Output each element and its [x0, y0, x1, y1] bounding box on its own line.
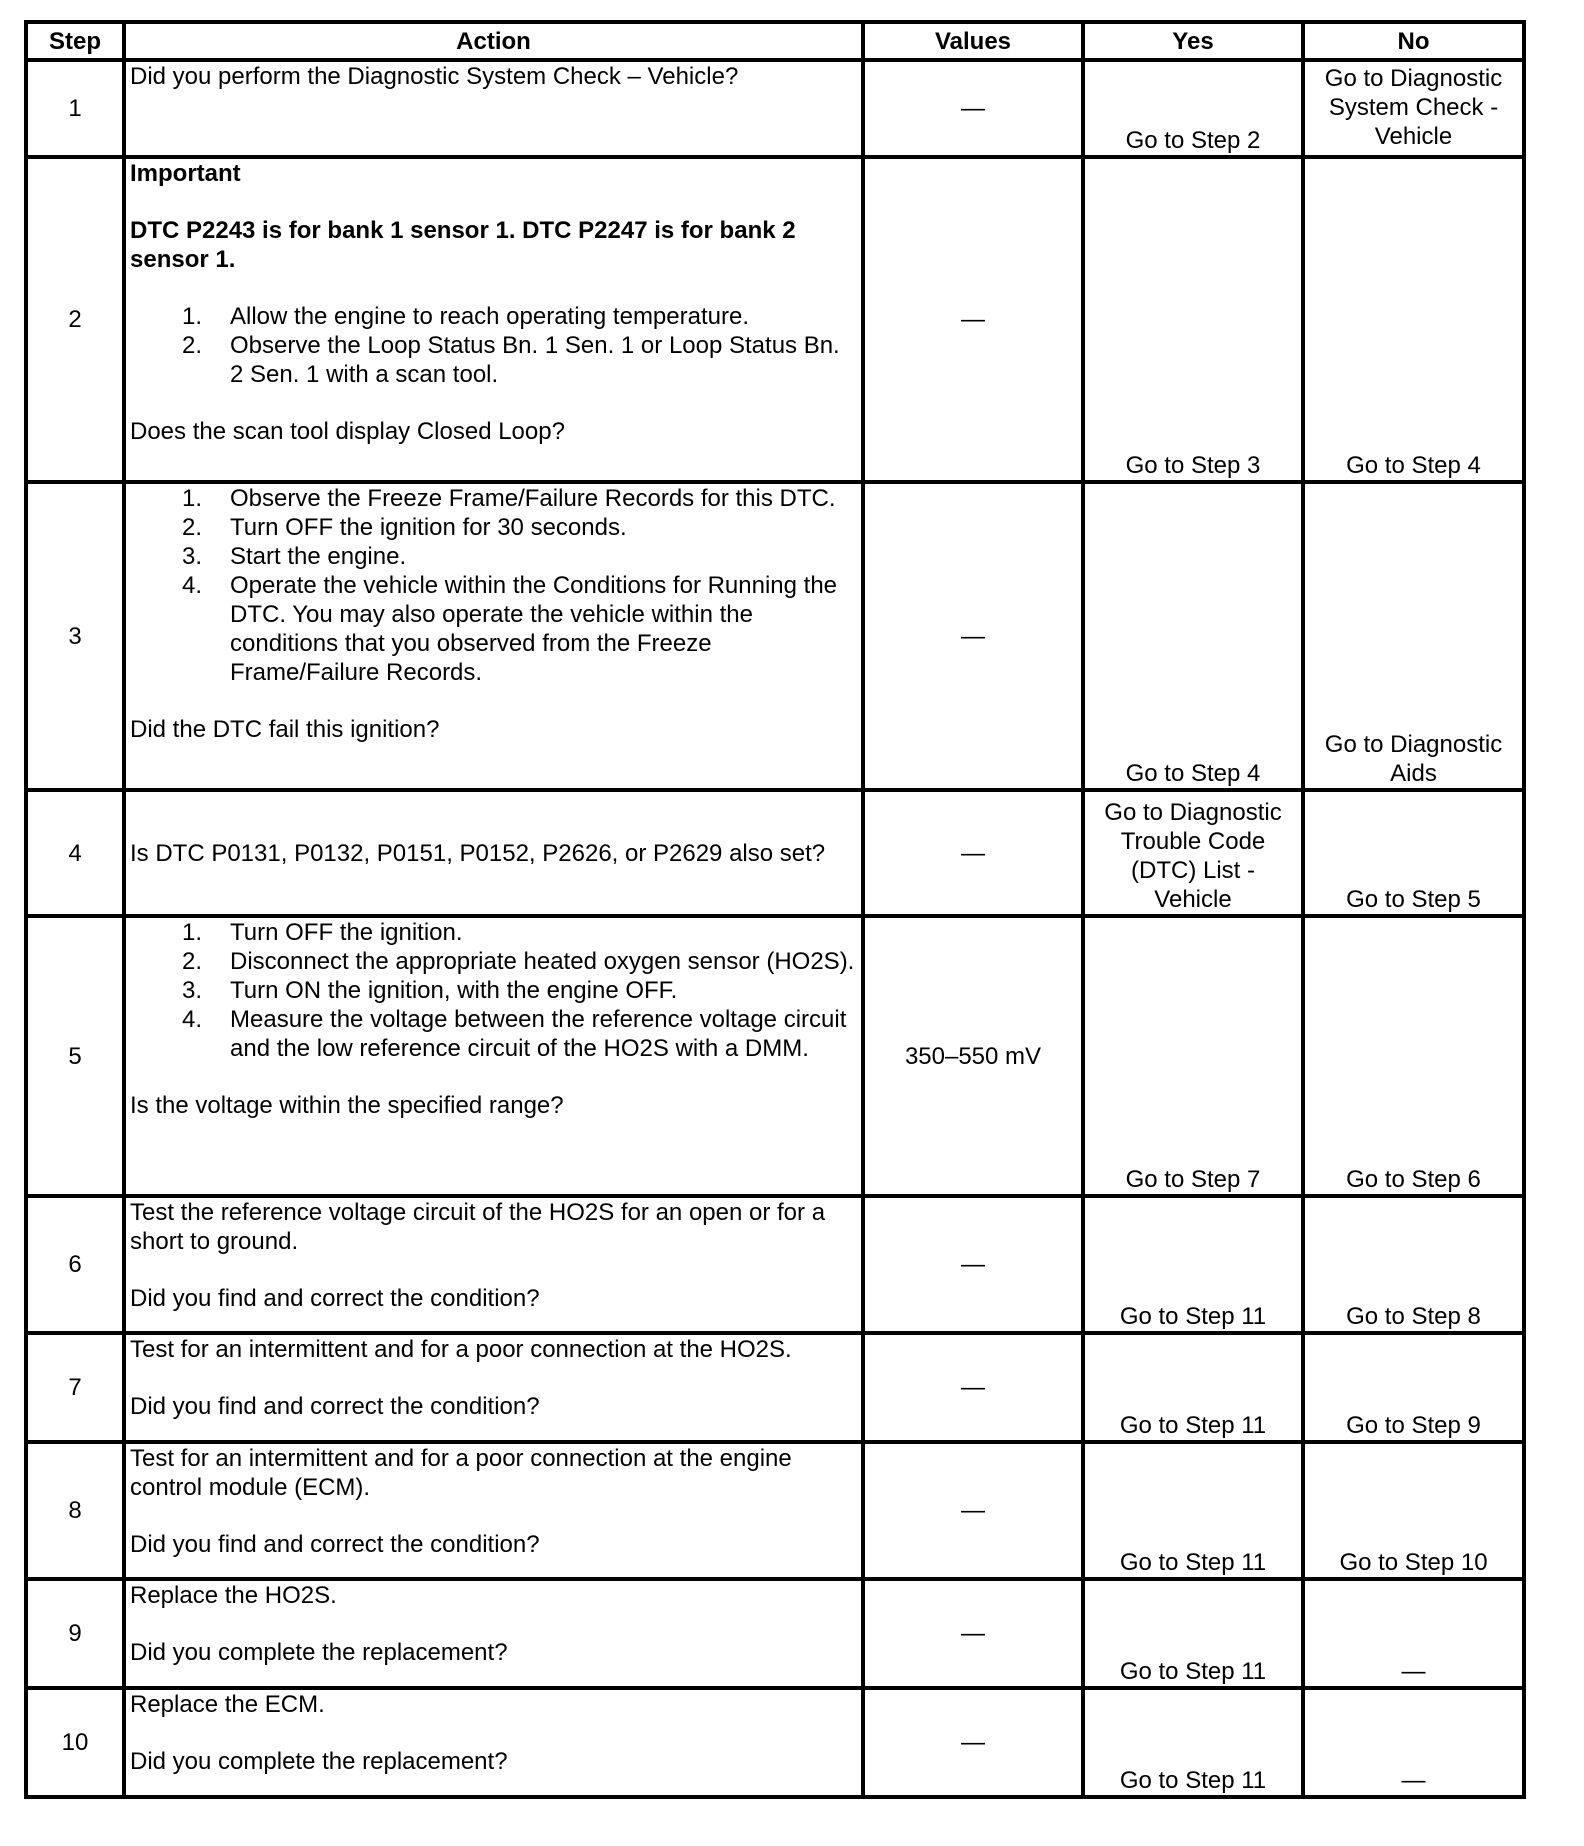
no-cell: Go to Step 8: [1303, 1196, 1524, 1333]
yes-cell: Go to Step 11: [1083, 1333, 1303, 1442]
important-label: Important: [130, 160, 241, 187]
yes-cell: Go to Step 2: [1083, 60, 1303, 157]
header-action: Action: [124, 22, 863, 60]
values-cell: —: [863, 1333, 1083, 1442]
table-row: [26, 60, 1524, 157]
step-number: 5: [26, 916, 124, 1196]
action-cell: [124, 1579, 863, 1688]
header-step: Step: [26, 22, 124, 60]
no-cell: Go to Step 4: [1303, 157, 1524, 482]
yes-cell: Go to Step 3: [1083, 157, 1303, 482]
values-cell: —: [863, 1688, 1083, 1797]
no-cell: Go to Diagnostic System Check - Vehicle: [1303, 60, 1524, 157]
table-row: [26, 916, 1524, 1196]
step-number: 1: [26, 60, 124, 157]
step-number: 8: [26, 1442, 124, 1579]
action-cell: [124, 1333, 863, 1442]
action-cell: [124, 482, 863, 790]
values-cell: —: [863, 1442, 1083, 1579]
header-values: Values: [863, 22, 1083, 60]
action-cell: [124, 1442, 863, 1579]
list-item: 4. Measure the voltage between the reference voltage circuit and the low reference circuit of the HO2S with a DMM.: [181, 1006, 847, 1062]
action-text: Replace the HO2S.: [130, 1582, 337, 1609]
header-yes: Yes: [1083, 22, 1303, 60]
header-no: No: [1303, 22, 1524, 60]
yes-cell: Go to Step 11: [1083, 1688, 1303, 1797]
action-cell: [124, 916, 863, 1196]
procedure-list: [130, 918, 857, 1063]
no-cell: Go to Step 10: [1303, 1442, 1524, 1579]
no-cell: Go to Step 9: [1303, 1333, 1524, 1442]
list-item: 1. Allow the engine to reach operating temperature.: [181, 303, 749, 330]
yes-cell: Go to Diagnostic Trouble Code (DTC) List - Vehicle: [1083, 790, 1303, 916]
step-number: 4: [26, 790, 124, 916]
diagnostic-table: [24, 20, 1526, 1799]
action-question: Did you complete the replacement?: [130, 1639, 508, 1666]
important-note: DTC P2243 is for bank 1 sensor 1. DTC P2247 is for bank 2 sensor 1.: [130, 217, 796, 273]
action-cell: [124, 790, 863, 916]
no-cell: —: [1303, 1579, 1524, 1688]
no-cell: —: [1303, 1688, 1524, 1797]
table-row: [26, 1442, 1524, 1579]
table-row: [26, 1688, 1524, 1797]
values-cell: 350–550 mV: [863, 916, 1083, 1196]
action-question: Did you complete the replacement?: [130, 1748, 508, 1775]
action-question: Did you find and correct the condition?: [130, 1285, 540, 1312]
list-item: 3. Start the engine.: [181, 543, 407, 570]
action-cell: [124, 1688, 863, 1797]
table-row: [26, 1196, 1524, 1333]
action-question: Did you find and correct the condition?: [130, 1531, 540, 1558]
table-row: [26, 1579, 1524, 1688]
step-number: 10: [26, 1688, 124, 1797]
step-number: 2: [26, 157, 124, 482]
values-cell: —: [863, 482, 1083, 790]
values-cell: —: [863, 1579, 1083, 1688]
list-item: 4. Operate the vehicle within the Conditions for Running the DTC. You may also operate the vehicle within the conditions that you observed from the Freeze Frame/Failure Records.: [181, 572, 838, 686]
list-item: 2. Turn OFF the ignition for 30 seconds.: [181, 514, 627, 541]
action-cell: [124, 60, 863, 157]
table-row: [26, 157, 1524, 482]
table-row: [26, 790, 1524, 916]
action-question: Did you find and correct the condition?: [130, 1393, 540, 1420]
action-question: Is the voltage within the specified range?: [130, 1092, 564, 1119]
list-item: 1. Turn OFF the ignition.: [181, 919, 463, 946]
step-number: 6: [26, 1196, 124, 1333]
action-question: Did you perform the Diagnostic System Check – Vehicle?: [130, 63, 739, 90]
table-row: [26, 1333, 1524, 1442]
no-cell: Go to Diagnostic Aids: [1303, 482, 1524, 790]
list-item: 2. Observe the Loop Status Bn. 1 Sen. 1 or Loop Status Bn. 2 Sen. 1 with a scan tool.: [181, 332, 840, 388]
action-text: Test for an intermittent and for a poor connection at the engine control module (ECM).: [130, 1445, 792, 1501]
action-cell: [124, 1196, 863, 1333]
yes-cell: Go to Step 11: [1083, 1579, 1303, 1688]
values-cell: —: [863, 60, 1083, 157]
no-cell: Go to Step 5: [1303, 790, 1524, 916]
yes-cell: Go to Step 11: [1083, 1196, 1303, 1333]
procedure-list: [130, 302, 857, 389]
list-item: 2. Disconnect the appropriate heated oxygen sensor (HO2S).: [181, 948, 855, 975]
list-item: 3. Turn ON the ignition, with the engine OFF.: [181, 977, 678, 1004]
step-number: 3: [26, 482, 124, 790]
values-cell: —: [863, 1196, 1083, 1333]
action-question: Does the scan tool display Closed Loop?: [130, 418, 565, 445]
action-question: Did the DTC fail this ignition?: [130, 716, 440, 743]
yes-cell: Go to Step 4: [1083, 482, 1303, 790]
action-text: Test the reference voltage circuit of the HO2S for an open or for a short to ground.: [130, 1199, 826, 1255]
yes-cell: Go to Step 7: [1083, 916, 1303, 1196]
header-row: [26, 22, 1524, 60]
procedure-list: [130, 484, 857, 687]
action-text: Test for an intermittent and for a poor connection at the HO2S.: [130, 1336, 792, 1363]
values-cell: —: [863, 790, 1083, 916]
action-cell: [124, 157, 863, 482]
no-cell: Go to Step 6: [1303, 916, 1524, 1196]
step-number: 7: [26, 1333, 124, 1442]
values-cell: —: [863, 157, 1083, 482]
action-question: Is DTC P0131, P0132, P0151, P0152, P2626, or P2629 also set?: [130, 839, 826, 867]
list-item: 1. Observe the Freeze Frame/Failure Records for this DTC.: [181, 485, 836, 512]
step-number: 9: [26, 1579, 124, 1688]
table-row: [26, 482, 1524, 790]
action-text: Replace the ECM.: [130, 1691, 325, 1718]
yes-cell: Go to Step 11: [1083, 1442, 1303, 1579]
